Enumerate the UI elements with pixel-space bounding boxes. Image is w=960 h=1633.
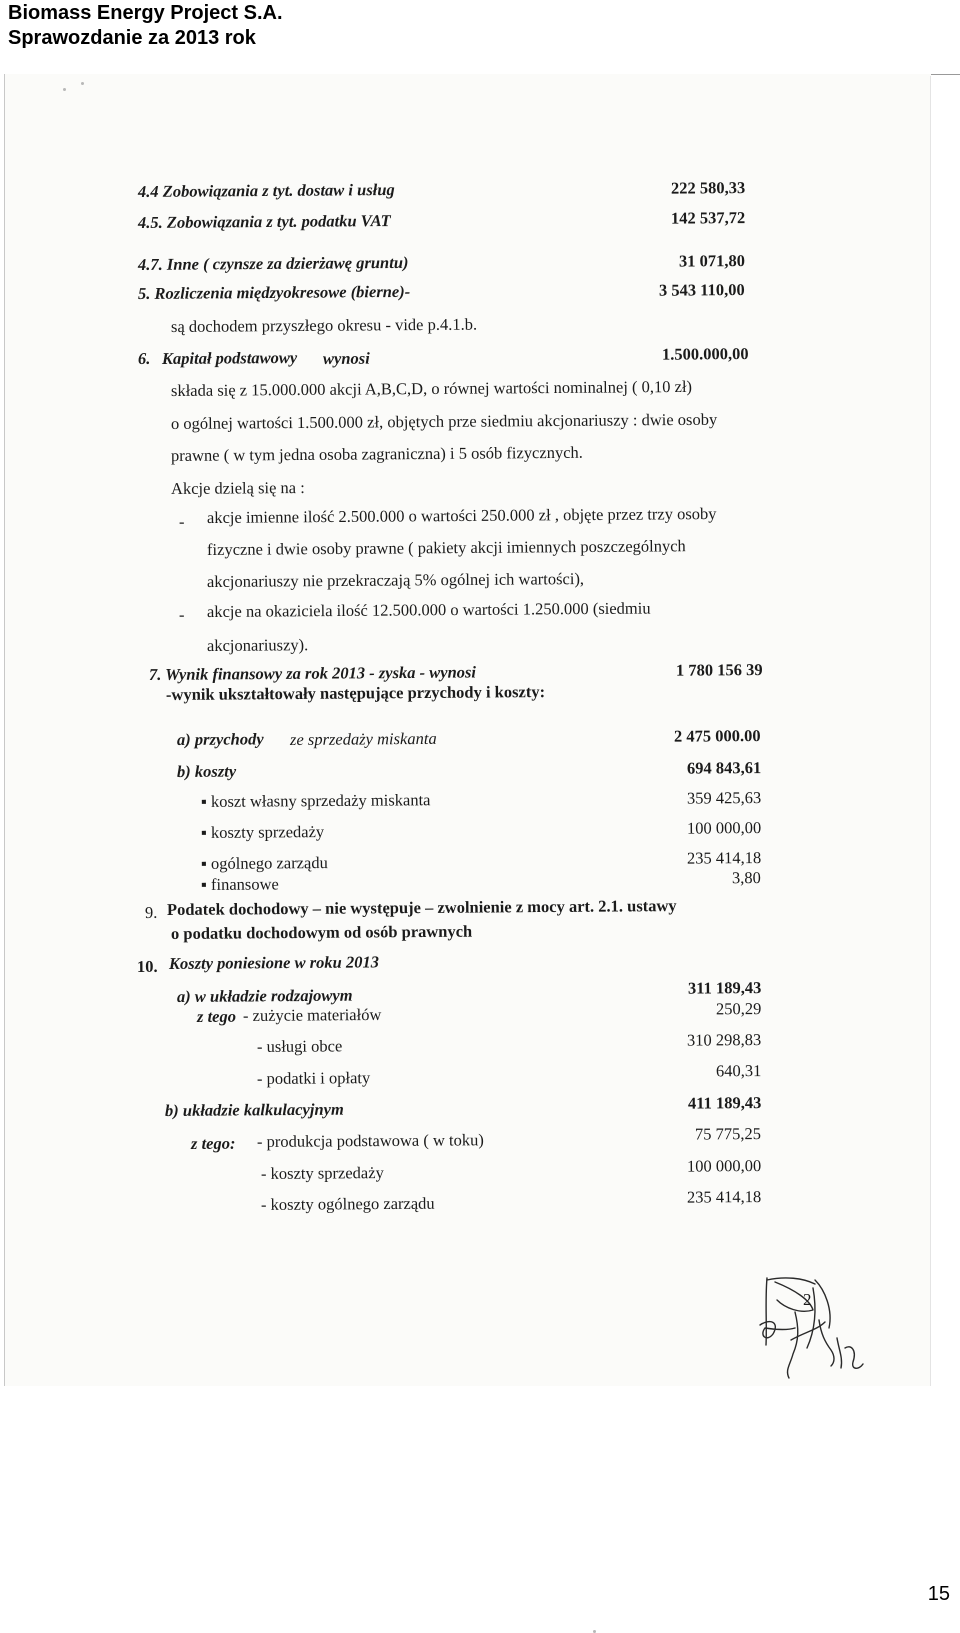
costs2013-a-ztego: z tego bbox=[196, 1006, 237, 1026]
scan-speck bbox=[63, 88, 66, 91]
scan-border-line bbox=[927, 74, 960, 75]
capital-text-line: prawne ( w tym jedna osoba zagraniczna) i 5 osób fizycznych. bbox=[170, 442, 583, 465]
costs2013-b-item-label: - koszty sprzedaży bbox=[260, 1163, 384, 1183]
costs2013-b-item-value: 235 414,18 bbox=[686, 1187, 762, 1207]
cost-item-label: ▪ ogólnego zarządu bbox=[200, 853, 328, 873]
deferred-note: są dochodem przyszłego okresu - vide p.4.1.b. bbox=[170, 314, 478, 336]
costs2013-a-value: 311 189,43 bbox=[687, 978, 762, 998]
costs2013-a-item-label: - usługi obce bbox=[256, 1036, 343, 1056]
costs2013-title: Koszty poniesione w roku 2013 bbox=[168, 952, 380, 973]
result-value: 1 780 156 39 bbox=[676, 660, 764, 680]
costs2013-a-label: a) w układzie rodzajowym bbox=[176, 985, 353, 1006]
cost-item-value: 3,80 bbox=[732, 868, 762, 888]
item-label: 4.7. Inne ( czynsze za dzierżawę gruntu) bbox=[137, 252, 409, 274]
costs2013-b-ztego: z tego: bbox=[190, 1133, 236, 1153]
costs2013-b-item-label: - produkcja podstawowa ( w toku) bbox=[256, 1130, 484, 1151]
page-number: 15 bbox=[927, 1583, 950, 1605]
capital-text-line: składa się z 15.000.000 akcji A,B,C,D, o równej wartości nominalnej ( 0,10 zł) bbox=[170, 376, 693, 400]
result-title: 7. Wynik finansowy za rok 2013 - zyska - wynosi bbox=[148, 662, 477, 684]
item-value: 142 537,72 bbox=[670, 208, 746, 228]
costs2013-b-label: b) układzie kalkulacyjnym bbox=[164, 1099, 344, 1120]
costs2013-number: 10. bbox=[136, 956, 158, 976]
bullet-dash: - bbox=[178, 604, 185, 624]
cost-item-value: 235 414,18 bbox=[686, 848, 762, 868]
costs-value: 694 843,61 bbox=[686, 758, 762, 778]
report-period-title: Sprawozdanie za 2013 rok bbox=[8, 27, 256, 49]
scan-speck bbox=[81, 82, 84, 85]
costs2013-b-item-value: 100 000,00 bbox=[686, 1156, 762, 1176]
signature-page-number: 2 bbox=[803, 1290, 812, 1309]
revenue-label-detail: ze sprzedaży miskanta bbox=[289, 728, 437, 749]
costs2013-b-value: 411 189,43 bbox=[687, 1093, 762, 1113]
costs-label: b) koszty bbox=[176, 761, 237, 781]
capital-value: 1.500.000,00 bbox=[662, 344, 750, 364]
capital-title: Kapitał podstawowy bbox=[161, 347, 298, 368]
handwritten-signature bbox=[755, 1270, 905, 1382]
costs2013-a-item-value: 250,29 bbox=[715, 999, 762, 1019]
cost-item-label: ▪ finansowe bbox=[200, 874, 279, 894]
bullet-line: akcje imienne ilość 2.500.000 o wartości 250.000 zł , objęte przez trzy osoby bbox=[206, 503, 717, 527]
item-value: 31 071,80 bbox=[678, 251, 746, 271]
cost-item-label: ▪ koszty sprzedaży bbox=[200, 822, 325, 842]
bullet-line: fizyczne i dwie osoby prawne ( pakiety akcji imiennych poszczególnych bbox=[206, 536, 686, 559]
scan-right-edge bbox=[930, 76, 931, 1386]
item-value: 222 580,33 bbox=[670, 178, 746, 198]
capital-text-line: o ogólnej wartości 1.500.000 zł, objętych prze siedmiu akcjonariuszy : dwie osoby bbox=[170, 409, 718, 433]
bullet-line: akcjonariuszy nie przekraczają 5% ogólnej ich wartości), bbox=[206, 569, 585, 591]
scanned-page bbox=[4, 74, 931, 1386]
costs2013-a-item-label: - zużycie materiałów bbox=[242, 1004, 382, 1025]
report-company-title: Biomass Energy Project S.A. bbox=[8, 2, 283, 24]
costs2013-a-item-label: - podatki i opłaty bbox=[256, 1068, 371, 1088]
cost-item-value: 100 000,00 bbox=[686, 818, 762, 838]
revenue-label: a) przychody bbox=[176, 729, 264, 749]
bullet-line: akcje na okaziciela ilość 12.500.000 o wartości 1.250.000 (siedmiu bbox=[206, 598, 651, 621]
costs2013-b-item-value: 75 775,25 bbox=[694, 1124, 762, 1144]
tax-number: 9. bbox=[144, 902, 158, 922]
item-label: 4.4 Zobowiązania z tyt. dostaw i usług bbox=[137, 179, 395, 201]
cost-item-label: ▪ koszt własny sprzedaży miskanta bbox=[200, 790, 431, 811]
item-label: 5. Rozliczenia międzyokresowe (bierne)- bbox=[137, 281, 411, 303]
capital-suffix: wynosi bbox=[322, 348, 370, 368]
capital-number: 6. bbox=[137, 348, 151, 368]
revenue-value: 2 475 000.00 bbox=[674, 726, 762, 746]
costs2013-b-item-label: - koszty ogólnego zarządu bbox=[260, 1193, 435, 1214]
item-label: 4.5. Zobowiązania z tyt. podatku VAT bbox=[137, 211, 391, 232]
costs2013-a-item-value: 640,31 bbox=[715, 1061, 762, 1081]
bullet-dash: - bbox=[178, 511, 185, 531]
bullet-line: akcjonariuszy). bbox=[206, 635, 309, 655]
capital-text-line: Akcje dzielą się na : bbox=[170, 477, 305, 498]
item-value: 3 543 110,00 bbox=[659, 280, 746, 300]
result-subtitle: -wynik ukształtowały następujące przychody i koszty: bbox=[165, 682, 546, 704]
cost-item-value: 359 425,63 bbox=[686, 788, 762, 808]
tax-line: Podatek dochodowy – nie występuje – zwolnienie z mocy art. 2.1. ustawy bbox=[166, 895, 677, 919]
costs2013-a-item-value: 310 298,83 bbox=[686, 1030, 762, 1050]
tax-line: o podatku dochodowym od osób prawnych bbox=[170, 921, 473, 943]
